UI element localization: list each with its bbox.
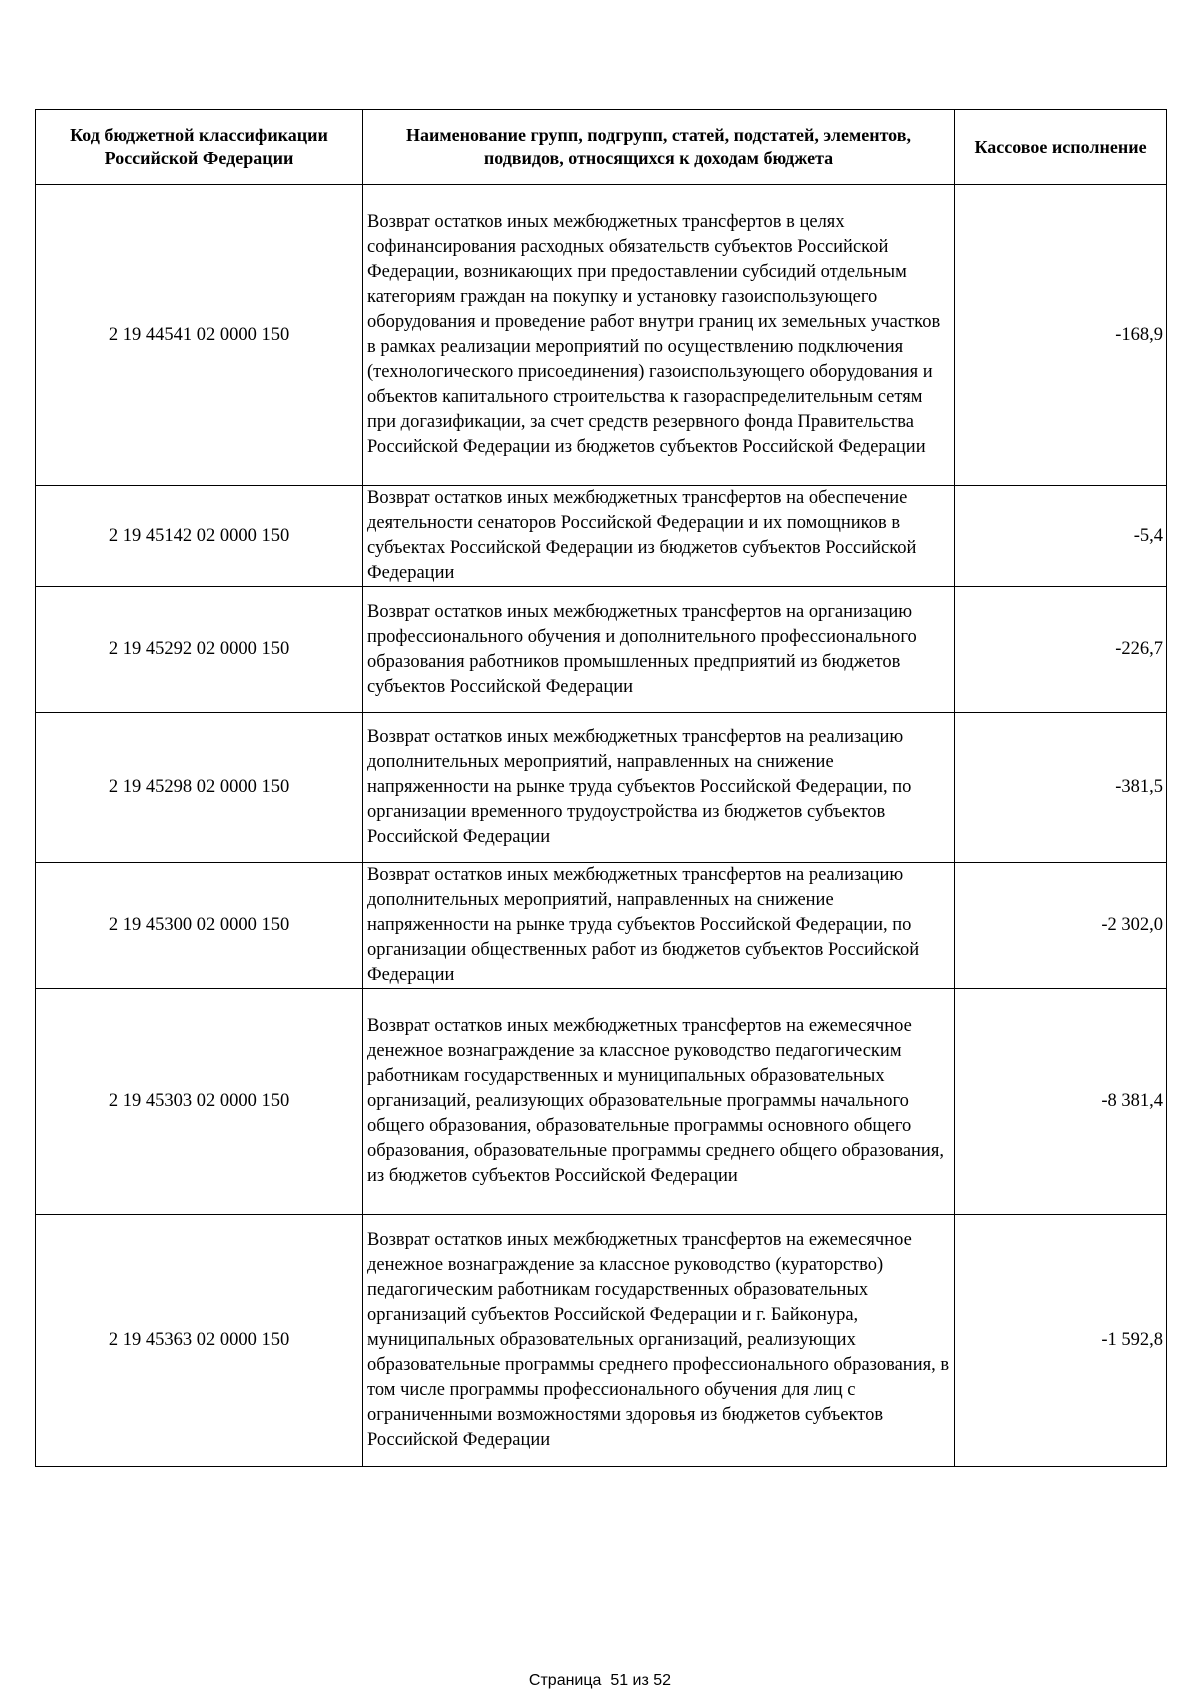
row-code: 2 19 45292 02 0000 150 — [36, 587, 363, 713]
table-row — [36, 486, 1167, 587]
row-code: 2 19 44541 02 0000 150 — [36, 185, 363, 486]
row-amount: -168,9 — [955, 185, 1167, 486]
row-amount: -8 381,4 — [955, 989, 1167, 1215]
row-code: 2 19 45298 02 0000 150 — [36, 713, 363, 863]
row-code: 2 19 45363 02 0000 150 — [36, 1215, 363, 1467]
header-row — [36, 110, 1167, 185]
header-amount: Кассовое исполнение — [955, 110, 1167, 185]
row-name: Возврат остатков иных межбюджетных трансфертов в целях софинансирования расходных обязательств субъектов Российской Федерации, возникающих при предоставлении субсидий отдельным категориям граждан на покупку и установку газоиспользующего оборудования и проведение работ внутри границ их земельных участков в рамках реализации мероприятий по осуществлению подключения (технологического присоединения) газоиспользующего оборудования и объектов капитального строительства к газораспределительным сетям при догазификации, за счет средств резервного фонда Правительства Российской Федерации из бюджетов субъектов Российской Федерации — [363, 185, 955, 486]
row-code: 2 19 45303 02 0000 150 — [36, 989, 363, 1215]
header-name: Наименование групп, подгрупп, статей, подстатей, элементов, подвидов, относящихся к доходам бюджета — [363, 110, 955, 185]
row-amount: -226,7 — [955, 587, 1167, 713]
row-amount: -1 592,8 — [955, 1215, 1167, 1467]
row-name: Возврат остатков иных межбюджетных трансфертов на организацию профессионального обучения и дополнительного профессионального образования работников промышленных предприятий из бюджетов субъектов Российской Федерации — [363, 587, 955, 713]
table-row — [36, 587, 1167, 713]
row-code: 2 19 45300 02 0000 150 — [36, 863, 363, 989]
table-row — [36, 185, 1167, 486]
row-amount: -381,5 — [955, 713, 1167, 863]
page-number: Страница 51 из 52 — [528, 1672, 672, 1689]
table-row — [36, 1215, 1167, 1467]
row-name: Возврат остатков иных межбюджетных трансфертов на реализацию дополнительных мероприятий, направленных на снижение напряженности на рынке труда субъектов Российской Федерации, по организации временного трудоустройства из бюджетов субъектов Российской Федерации — [363, 713, 955, 863]
header-code: Код бюджетной классификации Российской Федерации — [36, 110, 363, 185]
row-amount: -5,4 — [955, 486, 1167, 587]
table-row — [36, 989, 1167, 1215]
table-row — [36, 713, 1167, 863]
row-name: Возврат остатков иных межбюджетных трансфертов на ежемесячное денежное вознаграждение за классное руководство (кураторство) педагогическим работникам государственных образовательных организаций субъектов Российской Федерации и г. Байконура, муниципальных образовательных организаций, реализующих образовательные программы среднего профессионального образования, в том числе программы профессионального обучения для лиц с ограниченными возможностями здоровья из бюджетов субъектов Российской Федерации — [363, 1215, 955, 1467]
row-name: Возврат остатков иных межбюджетных трансфертов на обеспечение деятельности сенаторов Российской Федерации и их помощников в субъектах Российской Федерации из бюджетов субъектов Российской Федерации — [363, 486, 955, 587]
budget-table — [35, 109, 1167, 1467]
row-amount: -2 302,0 — [955, 863, 1167, 989]
row-code: 2 19 45142 02 0000 150 — [36, 486, 363, 587]
table-row — [36, 863, 1167, 989]
row-name: Возврат остатков иных межбюджетных трансфертов на ежемесячное денежное вознаграждение за классное руководство педагогическим работникам государственных и муниципальных образовательных организаций, реализующих образовательные программы начального общего образования, образовательные программы основного общего образования, образовательные программы среднего общего образования, из бюджетов субъектов Российской Федерации — [363, 989, 955, 1215]
row-name: Возврат остатков иных межбюджетных трансфертов на реализацию дополнительных мероприятий, направленных на снижение напряженности на рынке труда субъектов Российской Федерации, по организации общественных работ из бюджетов субъектов Российской Федерации — [363, 863, 955, 989]
